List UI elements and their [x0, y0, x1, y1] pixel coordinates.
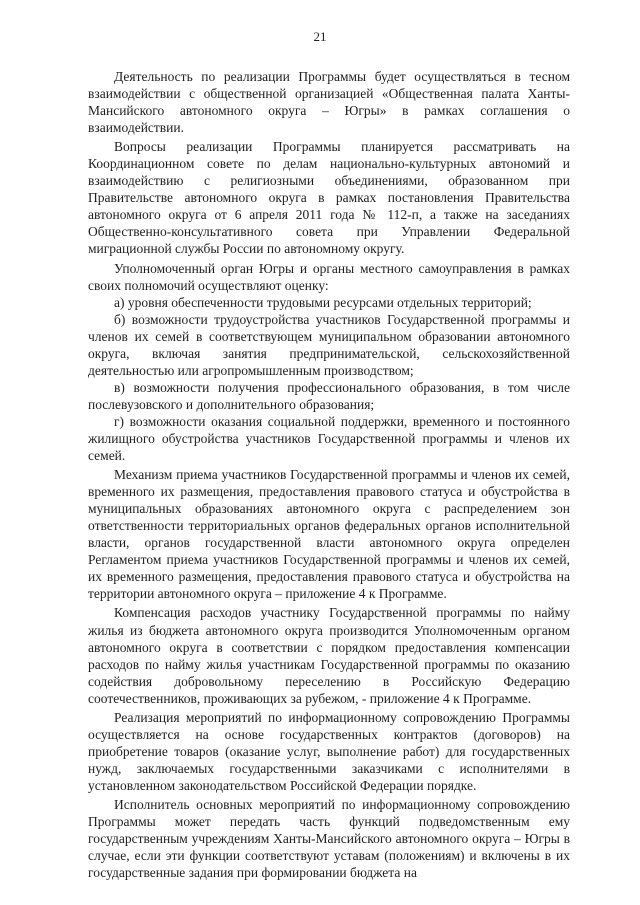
paragraph-cooperation: Деятельность по реализации Программы будет осуществляться в тесном взаимодействии с общественной организацией «Общественная палата Ханты-Мансийского автономного округа – Югры» в рамках соглашения о взаимодействии. [88, 69, 570, 136]
paragraph-assessment-intro: Уполномоченный орган Югры и органы местного самоуправления в рамках своих полномочий осуществляют оценку: [88, 260, 570, 293]
paragraph-coordination-council: Вопросы реализации Программы планируется рассматривать на Координационном совете по делам национально-культурных автономий и взаимодействию с религиозными объединениями, образованном при Правительстве автономного округа в рамках постановления Правительства автономного округа от 6 апреля 2011 года № 112-п, а также на заседаниях Общественно-консультативного совета при Управлении Федеральной миграционной службы России по автономному округу. [88, 139, 570, 257]
page-number: 21 [313, 29, 327, 44]
paragraph-housing-compensation: Компенсация расходов участнику Государственной программы по найму жилья из бюджета автономного округа производится Уполномоченным органом автономного округа в соответствии с порядком предоставления компенсации расходов по найму жилья участникам Государственной программы по оказанию содействия добровольному переселению в Российскую Федерацию соотечественников, проживающих за рубежом, - приложение 4 к Программе. [88, 605, 570, 706]
list-item-a: а) уровня обеспеченности трудовыми ресурсами отдельных территорий; [114, 294, 532, 310]
document-body [88, 68, 570, 881]
list-item-v: в) возможности получения профессионального образования, в том числе послевузовского и дополнительного образования; [88, 379, 570, 412]
paragraph-executor: Исполнитель основных мероприятий по информационному сопровождению Программы может передать часть функций подведомственным ему государственным учреждениям Ханты-Мансийского автономного округа – Югры в случае, если эти функции соответствуют уставам (положениям) и включены в их государственные задания при формировании бюджета на [88, 796, 570, 881]
list-item-g: г) возможности оказания социальной поддержки, временного и постоянного жилищного обустройства участников Государственной программы и членов их семей. [88, 413, 570, 464]
list-item-b: б) возможности трудоустройства участников Государственной программы и членов их семей в соответствующем муниципальном образовании автономного округа, включая занятия предпринимательской, сельскохозяйственной деятельностью или агропромышленным производством; [88, 311, 570, 378]
paragraph-reception-mechanism: Механизм приема участников Государственной программы и членов их семей, временного их размещения, предоставления правового статуса и обустройства в муниципальных образованиях автономного округа с распределением зон ответственности территориальных органов федеральных органов исполнительной власти, органов государственной власти автономного округа определен Регламентом приема участников Государственной программы и членов их семей, их временного размещения, предоставления правового статуса и обустройства на территории автономного округа – приложение 4 к Программе. [88, 467, 570, 602]
paragraph-information-support: Реализация мероприятий по информационному сопровождению Программы осуществляется на основе государственных контрактов (договоров) на приобретение товаров (оказание услуг, выполнение работ) для государственных нужд, заключаемых государственными заказчиками с исполнителями в установленном законодательством Российской Федерации порядке. [88, 709, 570, 793]
